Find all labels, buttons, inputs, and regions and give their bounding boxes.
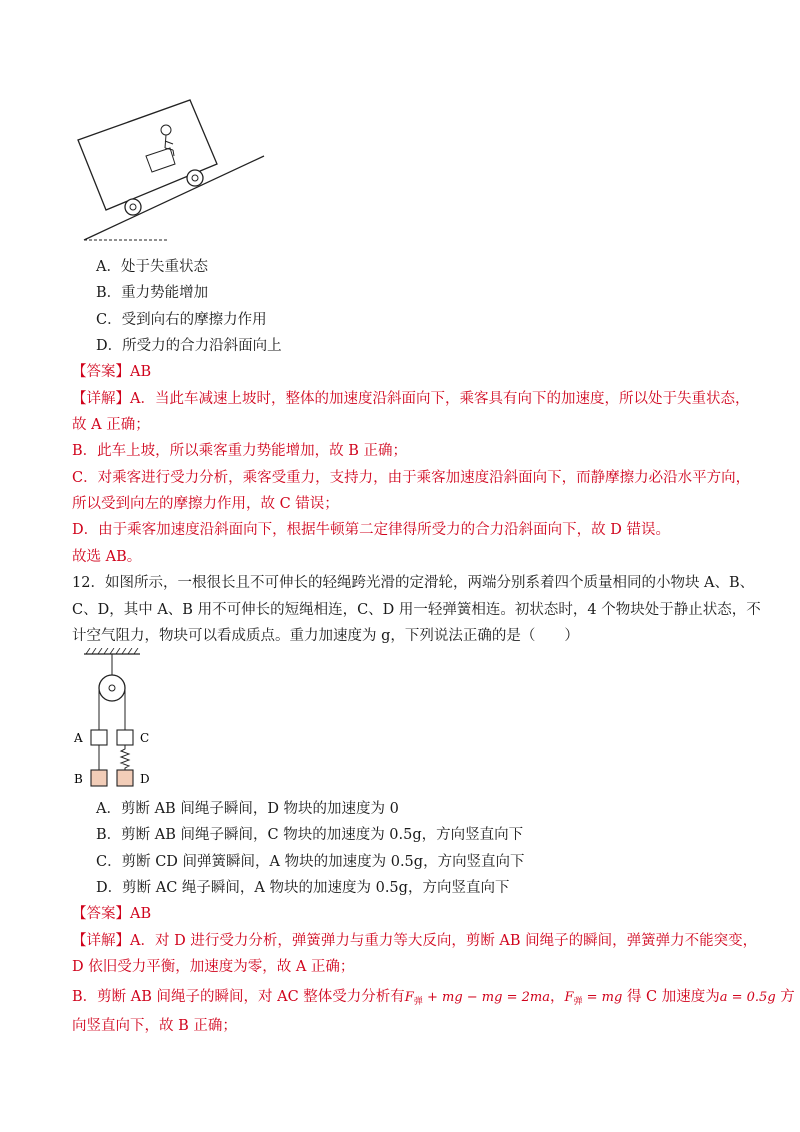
q12-option-c: C．剪断 CD 间弹簧瞬间，A 物块的加速度为 0.5g，方向竖直向下 <box>96 854 525 870</box>
q12-stem-line-2: C、D，其中 A、B 用不可伸长的短绳相连，C、D 用一轻弹簧相连。初状态时，4 个物块处于静止状态，不 <box>72 602 761 618</box>
q12-stem-line-1: 12．如图所示，一根很长且不可伸长的轻绳跨光滑的定滑轮，两端分别系着四个质量相同的小物块 A、B、 <box>72 575 755 591</box>
q12-explain-line-4: 向竖直向下，故 B 正确； <box>72 1018 237 1034</box>
formula1-sub: 弹 <box>413 997 423 1007</box>
q11-explain-line-2: 故 A 正确； <box>72 417 150 433</box>
formula-newton-equation <box>405 990 550 1005</box>
formula1-f: F <box>404 990 414 1005</box>
label-b: B <box>74 772 83 786</box>
q12-option-b: B．剪断 AB 间绳子瞬间，C 物块的加速度为 0.5g，方向竖直向下 <box>96 827 524 843</box>
formula-separator: ， <box>549 989 565 1005</box>
formula2-rest: = mg <box>582 990 623 1005</box>
incline-car-figure <box>70 92 270 244</box>
pulley-blocks-figure <box>70 648 170 790</box>
q12-explain-b-part2: 得 C 加速度为 <box>626 989 720 1005</box>
q12-explain-line-2: D 依旧受力平衡，加速度为零，故 A 正确； <box>72 959 355 975</box>
q11-answer: 【答案】AB <box>72 364 152 380</box>
label-a: A <box>74 731 83 745</box>
q11-explain-line-3: B．此车上坡，所以乘客重力势能增加，故 B 正确； <box>72 443 408 459</box>
formula-acceleration: a = 0.5g <box>719 990 776 1005</box>
q12-explain-line-1: 【详解】A．对 D 进行受力分析，弹簧弹力与重力等大反向，剪断 AB 间绳子的瞬间，弹簧弹力不能突变， <box>72 933 758 949</box>
q11-option-b: B．重力势能增加 <box>96 285 209 301</box>
q11-explain-line-5: 所以受到向左的摩擦力作用，故 C 错误； <box>72 496 339 512</box>
q12-explain-b-part3: 方 <box>780 989 795 1005</box>
formula2-sub: 弹 <box>573 997 583 1007</box>
q12-stem-line-3: 计空气阻力，物块可以看成质点。重力加速度为 g，下列说法正确的是（ ） <box>72 628 579 644</box>
formula-spring-force <box>564 990 622 1005</box>
label-c: C <box>140 731 150 745</box>
formula1-rest: + mg − mg = 2ma <box>422 990 550 1005</box>
q12-explain-b-part1: B．剪断 AB 间绳子的瞬间，对 AC 整体受力分析有 <box>72 989 405 1005</box>
q12-answer: 【答案】AB <box>72 906 152 922</box>
q11-option-d: D．所受力的合力沿斜面向上 <box>96 338 282 354</box>
q11-explain-line-6: D．由于乘客加速度沿斜面向下，根据牛顿第二定律得所受力的合力沿斜面向下，故 D 错误。 <box>72 522 670 538</box>
q11-explain-line-1: 【详解】A．当此车减速上坡时，整体的加速度沿斜面向下，乘客具有向下的加速度，所以处于失重状态， <box>72 391 750 407</box>
q12-explain-line-3 <box>72 987 795 1012</box>
q11-option-c: C．受到向右的摩擦力作用 <box>96 312 267 328</box>
label-d: D <box>140 772 150 786</box>
q11-explain-line-4: C．对乘客进行受力分析，乘客受重力，支持力，由于乘客加速度沿斜面向下，而静摩擦力必沿水平方向， <box>72 470 751 486</box>
q12-option-d: D．剪断 AC 绳子瞬间，A 物块的加速度为 0.5g，方向竖直向下 <box>96 880 510 896</box>
q11-conclusion: 故选 AB。 <box>72 549 142 565</box>
q12-option-a: A．剪断 AB 间绳子瞬间，D 物块的加速度为 0 <box>96 801 399 817</box>
q11-option-a: A．处于失重状态 <box>96 259 208 275</box>
formula2-f: F <box>564 990 574 1005</box>
